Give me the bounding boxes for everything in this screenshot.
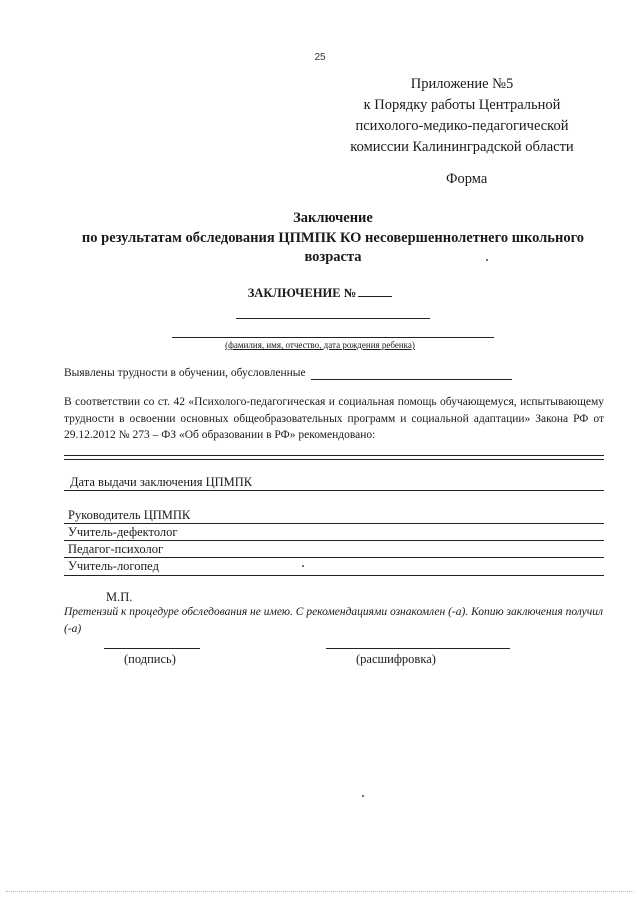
- appendix-line-1: Приложение №5: [410, 76, 514, 92]
- difficulties-blank: [311, 379, 512, 380]
- decoding-line: [326, 648, 510, 649]
- name-caption: (фамилия, имя, отчество, дата рождения ребенка): [225, 340, 415, 350]
- appendix-line-4: комиссии Калининградской области: [350, 139, 574, 155]
- signature-line: [104, 648, 200, 649]
- difficulties-line: [64, 367, 306, 379]
- signatory-head-line: [64, 523, 604, 524]
- recommendation-line-1: [64, 455, 604, 456]
- scan-speck: [362, 795, 364, 797]
- conclusion-number-blank: [358, 286, 392, 297]
- signatory-psychologist: Педагог-психолог: [68, 542, 164, 556]
- decoding-caption: (расшифровка): [356, 652, 436, 666]
- appendix-header: [342, 74, 582, 158]
- signatory-speech-therapist-line: [64, 575, 604, 576]
- signatory-defectologist: Учитель-дефектолог: [68, 525, 178, 539]
- acknowledgement-notice: Претензий к процедуре обследования не имею. С рекомендациями ознакомлен (-а). Копию заключения получил (-а): [64, 606, 604, 635]
- title-line-1: Заключение: [293, 210, 373, 226]
- form-label: Форма: [446, 171, 488, 187]
- appendix-line-3: психолого-медико-педагогической: [355, 118, 569, 134]
- conclusion-number: [0, 286, 640, 301]
- issue-date-label: Дата выдачи заключения ЦПМПК: [70, 475, 253, 489]
- conclusion-number-label: ЗАКЛЮЧЕНИЕ №: [247, 286, 357, 300]
- signatory-defectologist-line: [64, 540, 604, 541]
- page-number: 25: [314, 52, 326, 63]
- scan-speck: [302, 565, 304, 567]
- signature-caption: (подпись): [124, 652, 176, 666]
- signatory-head: Руководитель ЦПМПК: [68, 508, 191, 522]
- stamp-label: М.П.: [106, 590, 133, 604]
- issue-date-line: [64, 490, 604, 491]
- recommendation-line-2: [64, 459, 604, 460]
- footer-scan-noise: [6, 891, 634, 892]
- scan-speck: [486, 259, 488, 261]
- signatory-psychologist-line: [64, 557, 604, 558]
- signatory-speech-therapist: Учитель-логопед: [68, 559, 159, 573]
- recommendation-paragraph: В соответствии со ст. 42 «Психолого-педагогическая и социальная помощь обучающемуся, испытывающему трудности в освоении основных общеобразовательных программ и социальной адаптации» Закона РФ от 29.12.2012 № 273 – ФЗ «Об образовании в РФ» рекомендовано:: [64, 396, 604, 441]
- title-line-3: возраста: [304, 249, 362, 265]
- name-line-short: [236, 318, 430, 319]
- document-title: [40, 209, 626, 268]
- name-line-long: [172, 337, 494, 338]
- appendix-line-2: к Порядку работы Центральной: [363, 97, 561, 113]
- title-line-2: по результатам обследования ЦПМПК КО несовершеннолетнего школьного: [81, 229, 585, 246]
- difficulties-label: Выявлены трудности в обучении, обусловленные: [64, 367, 306, 379]
